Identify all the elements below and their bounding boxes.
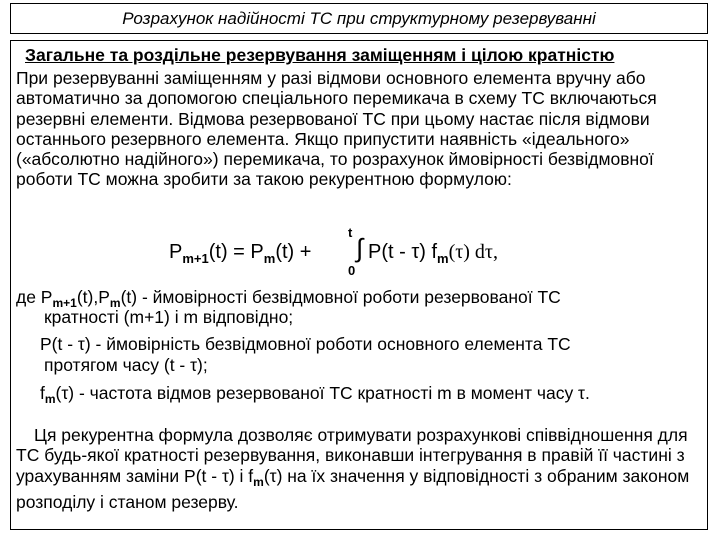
- definition-line-3: P(t - τ) - ймовірність безвідмовної роботи основного елемента ТС: [40, 334, 571, 354]
- closing-paragraph: [16, 425, 701, 512]
- content-box: [10, 40, 708, 530]
- formula-left-side: [169, 241, 311, 266]
- slide-title: Розрахунок надійності ТС при структурному резервуванні: [122, 8, 596, 28]
- def1-sub2: m: [109, 296, 121, 310]
- closing-text-a: Ця рекурентна формула дозволяє отримувати розрахункові співвідношення для ТС будь-якої кратності резервування, виконавши інтегрування в правій її частині з урахуванням заміни P(t - τ) і f: [16, 425, 688, 486]
- slide-title-box: [10, 3, 708, 34]
- formula-p: P: [169, 241, 183, 263]
- integral-lower-limit: 0: [348, 263, 356, 278]
- def1-text: (t) - ймовірності безвідмовної роботи резервованої ТС: [120, 287, 561, 307]
- def1-mid: (t),P: [76, 287, 110, 307]
- formula-rest-2: (τ) dτ,: [448, 241, 498, 263]
- def5-f: f: [40, 383, 45, 403]
- formula-text-2: (t) +: [275, 241, 312, 263]
- definition-line-4: протягом часу (t - τ);: [44, 355, 208, 375]
- formula-rest-1: P(t - τ) f: [368, 241, 438, 263]
- def1-prefix: де P: [16, 287, 53, 307]
- integral-sign: ∫: [356, 233, 364, 263]
- formula-text-1: (t) = P: [208, 241, 264, 263]
- intro-paragraph: При резервуванні заміщенням у разі відмови основного елемента вручну або автоматично за допомогою спеціального перемикача в схему ТС включаються резервні елементи. Відмова резервованої ТС при цьому настає після відмови останнього резервного елемента. Якщо припустити наявність «ідеального» («абсолютно надійного») перемикача, то розрахунок ймовірності безвідмовної роботи ТС можна зробити за такою рекурентною формулою:: [16, 68, 657, 190]
- closing-text-b: (τ) на їх значення у відповідності з обраним законом розподілу і станом резерву.: [16, 465, 690, 512]
- formula-sub-m1: m+1: [182, 251, 209, 266]
- def5-text: (τ) - частота відмов резервованої ТС кратності m в момент часу τ.: [55, 383, 590, 403]
- formula-sub-m: m: [263, 251, 276, 266]
- definition-line-2: кратності (m+1) і m відповідно;: [44, 307, 294, 327]
- recurrent-formula: [11, 225, 709, 279]
- closing-sub: m: [253, 474, 264, 489]
- integral-upper-limit: t: [348, 225, 353, 240]
- formula-integrand: [368, 241, 498, 266]
- section-heading: Загальне та роздільне резервування заміщенням і цілою кратністю: [25, 45, 615, 65]
- def5-sub: m: [44, 392, 56, 406]
- def1-sub1: m+1: [52, 296, 77, 310]
- definition-line-5: [40, 383, 590, 406]
- formula-sub-m-f: m: [437, 251, 449, 266]
